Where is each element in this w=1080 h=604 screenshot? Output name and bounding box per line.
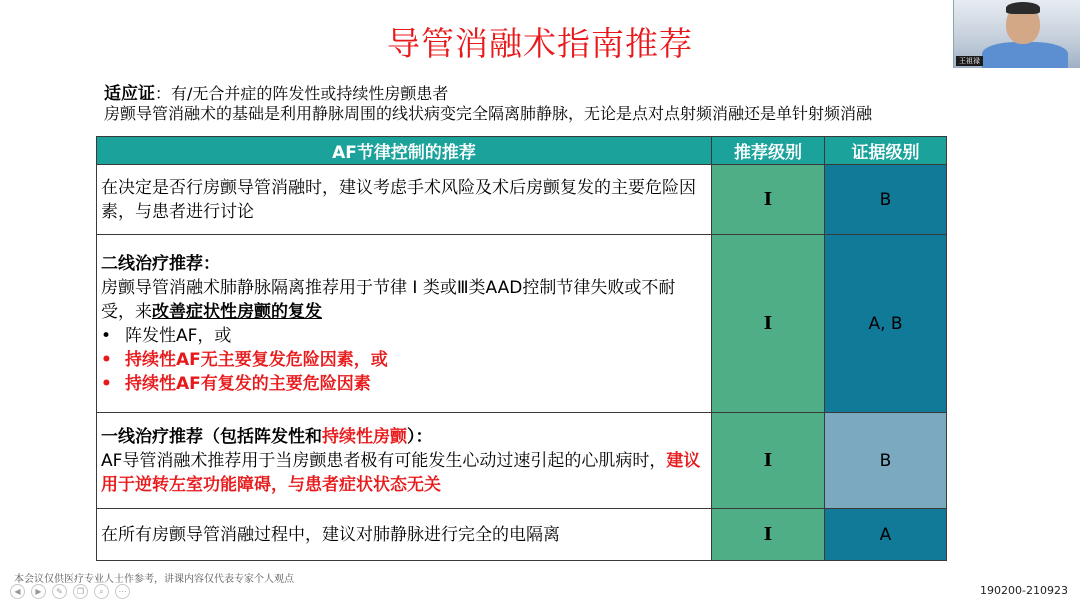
table-row — [97, 165, 947, 235]
bullet-icon: • — [101, 349, 112, 370]
indication-sep: ： — [155, 84, 172, 103]
row-heading: 一线治疗推荐（包括阵发性和持续性房颤）： — [101, 426, 433, 447]
recommendation-table — [96, 136, 947, 561]
forward-icon[interactable]: ▶ — [31, 584, 46, 599]
row-evidence: B — [825, 413, 947, 509]
row-emphasis: 建议用于逆转左室功能障碍，与患者症状状态无关 — [101, 450, 701, 495]
row-heading: 二线治疗推荐： — [101, 253, 220, 274]
table-row — [97, 413, 947, 509]
bullet-icon: • — [101, 325, 112, 346]
more-icon[interactable]: ⋯ — [115, 584, 130, 599]
header-recommendation: AF节律控制的推荐 — [97, 137, 712, 165]
slide-title: 导管消融术指南推荐 — [387, 24, 693, 63]
row-class: I — [712, 235, 825, 413]
row-evidence: A — [825, 509, 947, 561]
indication-label: 适应证 — [104, 84, 155, 104]
table-row — [97, 235, 947, 413]
copy-icon[interactable]: ❐ — [73, 584, 88, 599]
row-text — [97, 413, 712, 509]
meeting-code: 190200-210923 — [980, 584, 1068, 597]
row-body: AF导管消融术推荐用于当房颤患者极有可能发生心动过速引起的心肌病时， — [101, 450, 667, 471]
row-class: I — [712, 509, 825, 561]
pen-icon[interactable]: ✎ — [52, 584, 67, 599]
search-icon[interactable]: ⌕ — [94, 584, 109, 599]
footer-disclaimer: 本会议仅供医疗专业人士作参考，讲课内容仅代表专家个人观点 — [14, 574, 294, 585]
row-text — [97, 235, 712, 413]
header-evidence: 证据级别 — [825, 137, 947, 165]
row-evidence: A, B — [825, 235, 947, 413]
row-text: 在所有房颤导管消融过程中，建议对肺静脉进行完全的电隔离 — [97, 509, 712, 561]
speaker-video-thumbnail[interactable] — [953, 0, 1080, 68]
basis-text: 房颤导管消融术的基础是利用静脉周围的线状病变完全隔离肺静脉，无论是点对点射频消融还是单针射频消融 — [104, 104, 873, 123]
row-class: I — [712, 165, 825, 235]
row-body: 房颤导管消融术肺静脉隔离推荐用于节律 I 类或Ⅲ类AAD控制节律失败或不耐受，来 — [101, 277, 676, 322]
row-text: 在决定是否行房颤导管消融时，建议考虑手术风险及术后房颤复发的主要危险因素，与患者进行讨论 — [97, 165, 712, 235]
row-emphasis: 改善症状性房颤的复发 — [152, 301, 322, 322]
list-item: • 持续性AF无主要复发危险因素，或 — [101, 349, 388, 370]
list-item: • 阵发性AF，或 — [101, 325, 232, 346]
table-row — [97, 509, 947, 561]
list-item: • 持续性AF有复发的主要危险因素 — [101, 373, 371, 394]
back-icon[interactable]: ◀ — [10, 584, 25, 599]
speaker-avatar — [982, 42, 1068, 68]
viewer-toolbar — [10, 584, 130, 599]
indication-text: 有/无合并症的阵发性或持续性房颤患者 — [171, 84, 449, 103]
row-evidence: B — [825, 165, 947, 235]
speaker-name-tag: 王祖禄 — [956, 56, 983, 66]
row-class: I — [712, 413, 825, 509]
header-class: 推荐级别 — [712, 137, 825, 165]
table-header-row — [97, 137, 947, 165]
indication-block — [104, 84, 872, 124]
bullet-icon: • — [101, 373, 112, 394]
